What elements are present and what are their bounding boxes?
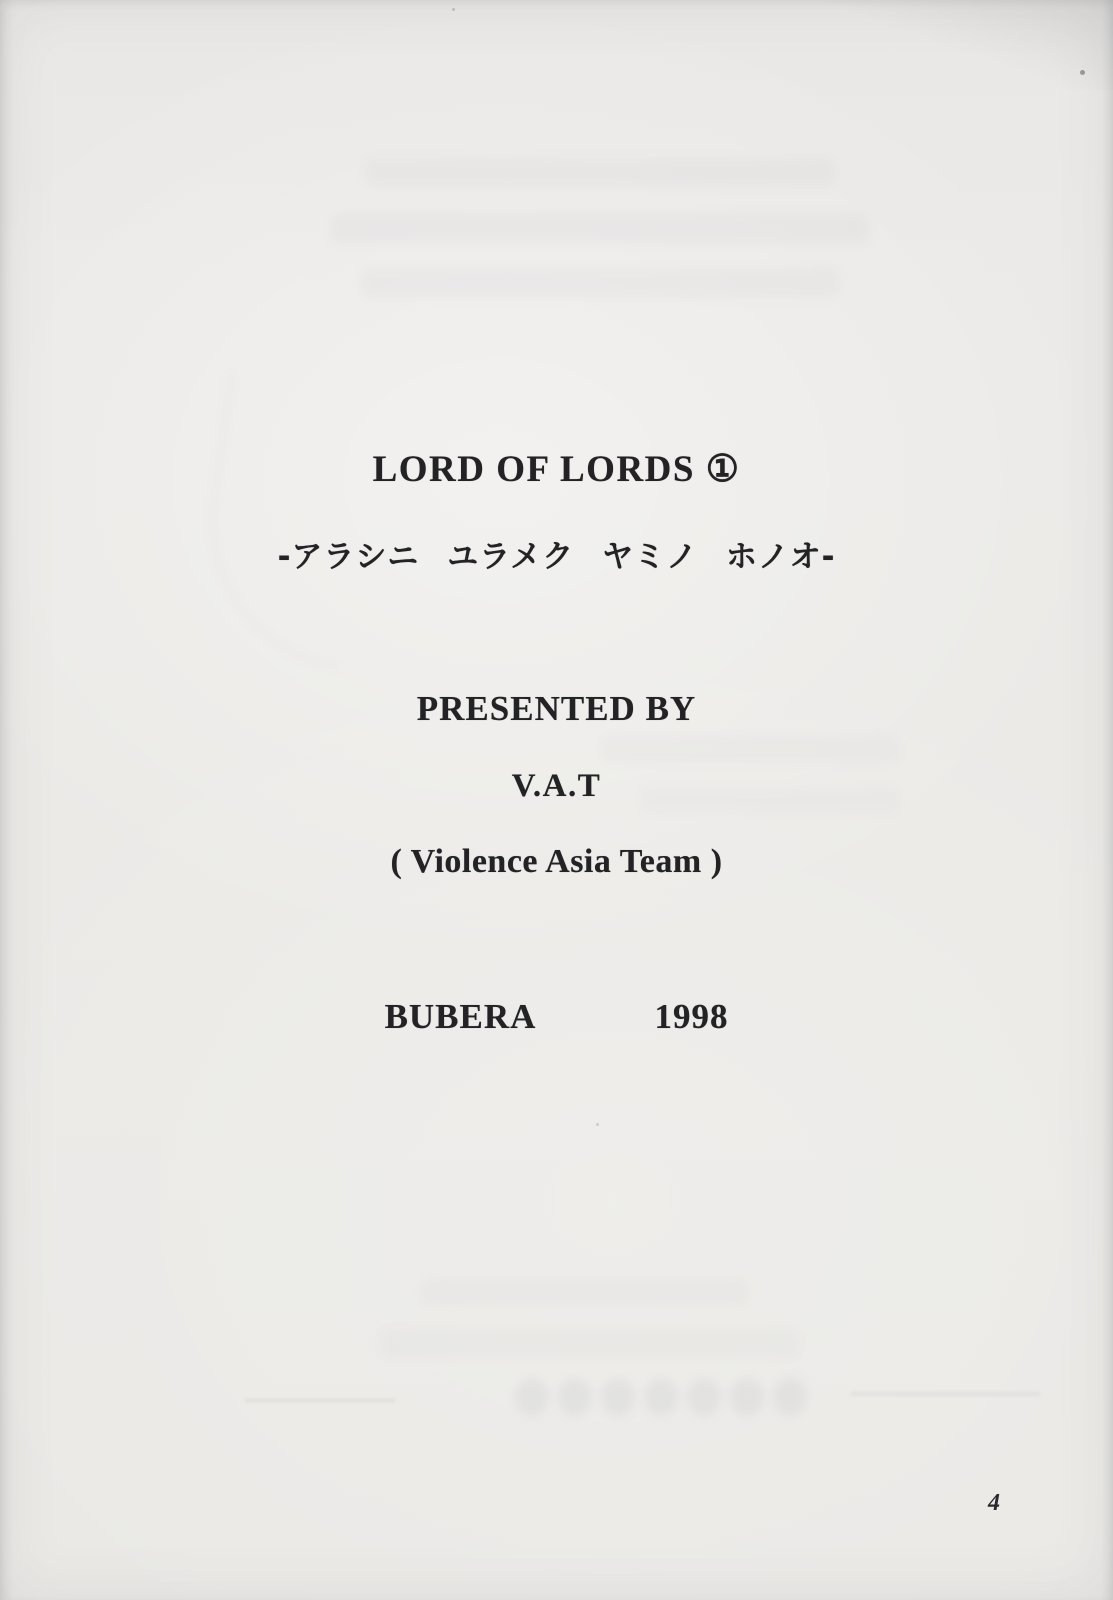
scan-corner-shade (813, 0, 1113, 90)
book-subtitle-katakana: -アラシニ ユラメク ヤミノ ホノオ- (277, 539, 836, 575)
circle-acronym: V.A.T (511, 768, 602, 804)
bleedthrough-dots-row (515, 1378, 807, 1416)
bleedthrough-text-mid-1 (600, 735, 900, 763)
bleedthrough-text-top-2 (330, 212, 870, 244)
bleedthrough-text-bottom-2 (380, 1328, 800, 1358)
dust-speck (1080, 70, 1085, 75)
presented-by-label: PRESENTED BY (416, 689, 697, 728)
publisher-name: BUBERA (384, 997, 537, 1036)
bleedthrough-text-top-1 (365, 158, 835, 188)
book-title: LORD OF LORDS ① (372, 449, 741, 490)
bleedthrough-rule-left (245, 1399, 395, 1402)
bleedthrough-text-top-3 (360, 268, 840, 298)
publisher-year-row (0, 997, 1113, 1037)
bleedthrough-text-bottom-1 (420, 1278, 750, 1306)
dust-speck (596, 1123, 599, 1126)
circle-full-name: ( Violence Asia Team ) (390, 843, 723, 880)
page-number: 4 (988, 1490, 1000, 1516)
bleedthrough-rule-right (850, 1392, 1040, 1396)
publication-year: 1998 (654, 997, 729, 1036)
bleedthrough-artwork-curve (191, 371, 379, 669)
dust-speck (452, 8, 455, 11)
